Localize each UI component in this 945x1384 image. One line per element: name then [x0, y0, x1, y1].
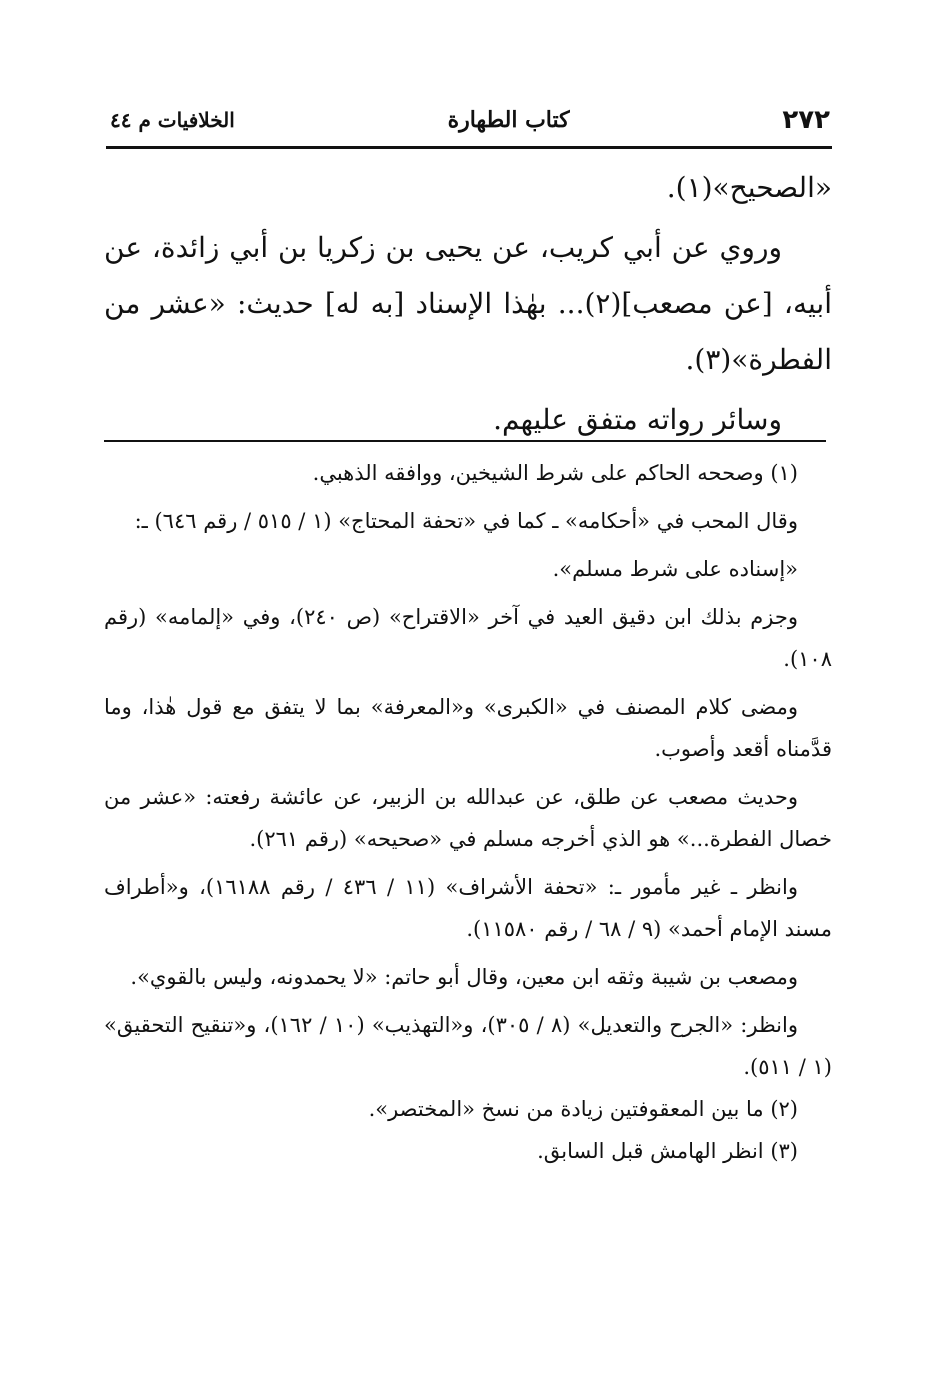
footnote-1-line-a: (١) وصححه الحاكم على شرط الشيخين، ووافقه الذهبي. — [312, 461, 798, 485]
header-rule — [106, 146, 832, 149]
main-paragraph-1: «الصحيح»(١). — [666, 171, 832, 204]
footnote-1-line-c: «إسناده على شرط مسلم». — [552, 557, 798, 581]
footnote-1-line-e: ومضى كلام المصنف في «الكبرى» و«المعرفة» بما لا يتفق مع قول هٰذا، وما قدَّمناه أقعد وأصوب. — [104, 695, 832, 761]
footnote-2: (٢) ما بين المعقوفتين زيادة من نسخ «المختصر». — [368, 1097, 798, 1121]
page-number: ٢٧٢ — [782, 105, 830, 135]
footnote-1-line-f: وحديث مصعب عن طلق، عن عبدالله بن الزبير، عن عائشة رفعته: «عشر من خصال الفطرة...» هو الذي أخرجه مسلم في «صحيحه» (رقم ٢٦١). — [104, 785, 832, 851]
main-text — [104, 160, 832, 448]
main-paragraph-3: وسائر رواته متفق عليهم. — [493, 403, 782, 436]
chapter-title: كتاب الطهارة — [447, 107, 570, 133]
footnote-1-line-i: وانظر: «الجرح والتعديل» (٨ / ٣٠٥)، و«التهذيب» (١٠ / ١٦٢)، و«تنقيح التحقيق» (١ / ٥١١). — [104, 1013, 832, 1079]
footnotes — [104, 452, 832, 1172]
book-title: الخلافيات م ٤٤ — [110, 108, 235, 132]
footnote-1-line-b: وقال المحب في «أحكامه» ـ كما في «تحفة المحتاج» (١ / ٥١٥ / رقم ٦٤٦) ـ: — [134, 509, 798, 533]
footnote-1-line-g: وانظر ـ غير مأمور ـ: «تحفة الأشراف» (١١ / ٤٣٦ / رقم ١٦١٨٨)، و«أطراف مسند الإمام أحمد» (٩ / ٦٨ / رقم ١١٥٨٠). — [104, 875, 832, 941]
footnote-1-line-h: ومصعب بن شيبة وثقه ابن معين، وقال أبو حاتم: «لا يحمدونه، وليس بالقوي». — [130, 965, 798, 989]
footnote-rule — [104, 440, 826, 442]
main-paragraph-2: وروي عن أبي كريب، عن يحيى بن زكريا بن أبي زائدة، عن أبيه، [عن مصعب](٢)... بهٰذا الإسناد [به له] حديث: «عشر من الفطرة»(٣). — [104, 231, 832, 376]
footnote-1-line-d: وجزم بذلك ابن دقيق العيد في آخر «الاقتراح» (ص ٢٤٠)، وفي «إلمامه» (رقم ١٠٨). — [104, 605, 832, 671]
page-header — [110, 100, 830, 140]
footnote-3: (٣) انظر الهامش قبل السابق. — [537, 1139, 798, 1163]
